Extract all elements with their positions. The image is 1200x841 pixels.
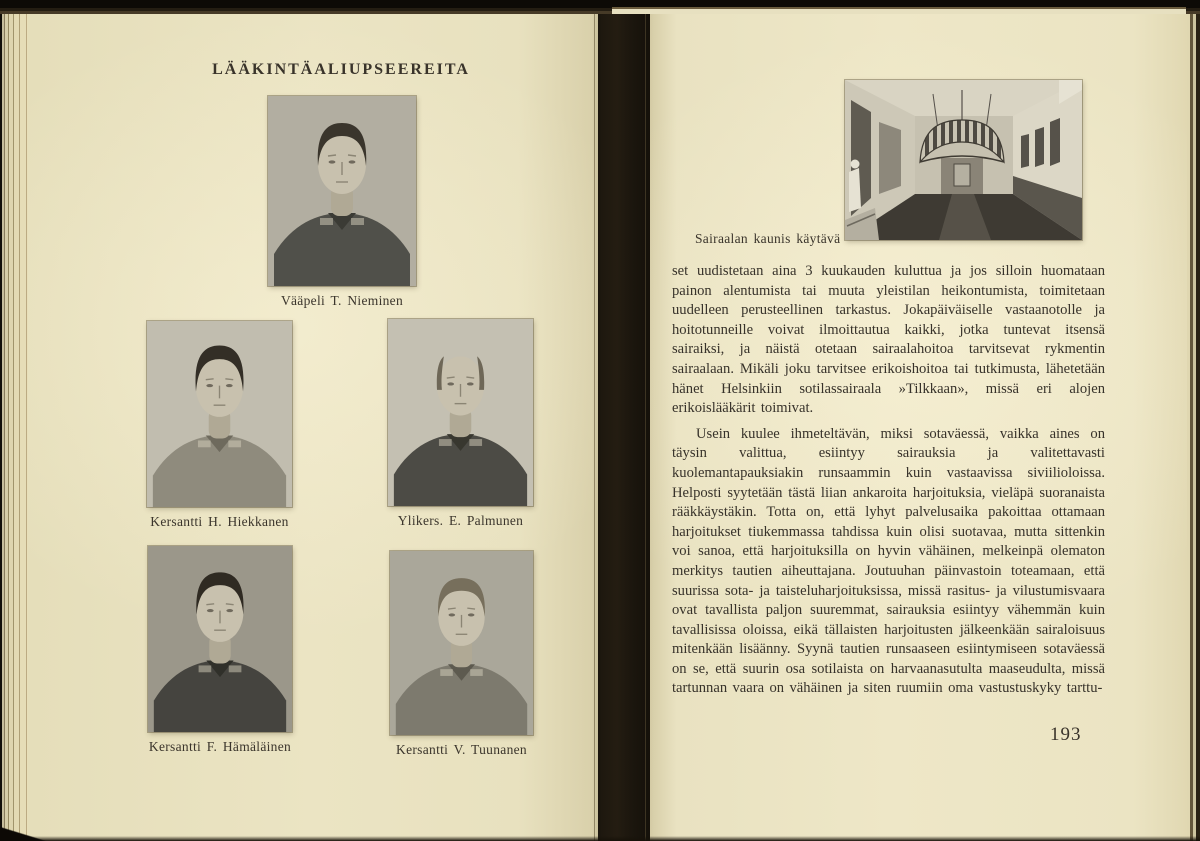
portrait-caption: Kersantti H. Hiekkanen	[150, 514, 289, 529]
bottom-left-corner-shadow	[0, 825, 52, 841]
book-bottom-edge	[0, 836, 1200, 841]
book-gutter	[592, 10, 654, 841]
portrait-caption: Kersantti V. Tuunanen	[396, 742, 527, 757]
hallway-photo	[845, 80, 1082, 240]
portrait-caption: Kersantti F. Hämäläinen	[148, 739, 292, 754]
portrait-photo	[388, 319, 533, 506]
page-stack-left-edge	[0, 12, 30, 841]
page-title: LÄÄKINTÄALIUPSEEREITA	[212, 61, 470, 78]
portrait-photo	[268, 96, 416, 286]
right-page	[650, 8, 1187, 841]
hallway-photo-caption: Sairaalan kaunis käytävä	[695, 231, 841, 246]
portrait-caption: Vääpeli T. Nieminen	[280, 293, 404, 308]
portrait-caption: Ylikers. E. Palmunen	[397, 513, 524, 528]
right-page-top-edge	[612, 7, 1186, 14]
body-text	[672, 262, 1105, 699]
portrait-palmunen	[388, 319, 533, 529]
portrait-photo	[147, 321, 292, 507]
portrait-hiekkanen	[147, 321, 292, 530]
portrait-photo	[390, 551, 533, 735]
portrait-hamalainen	[148, 546, 292, 755]
body-paragraph: Usein kuulee ihmeteltävän, miksi sotaväessä, vaikka aines on täysin valittua, esiintyy sairauksia ja valitettavasti kuolemantapauksiakin runsaammin kuin vastaavissa siviilioloissa. Helposti syytetään tästä liian ankaroita harjoituksia, vieläpä suoranaista rääkkäystäkin. Totta on, että lyhyt palvelusaika pakoittaa ottamaan harjoitukset tiukemmassa tahdissa kuin olisi suotavaa, mutta sittenkin voi sanoa, että harjoituksilla on hyvin vähäinen, melkeinpä olematon merkitys tautien aiheuttajana. Joutuuhan päinvastoin toteamaan, että suurissa sota- ja taisteluharjoituksissa, missä rasitus- ja vilustumisvaara ovat tavallista paljon suuremmat, sairauksia esiintyy vähemmän kuin tavallisissa oloissa, eikä tällaisten harjoitusten jälkeenkään sairaloisuus mitenkään lisäänny. Syynä tautien runsaaseen esiintymiseen sotaväessä on se, että suurin osa sotilaista on harvaanasutulta maaseudulta, missä tartunnan vaara on vähäinen ja siten ruumiin oma vastustuskyky tarttu-	[672, 425, 1105, 697]
portrait-nieminen	[268, 96, 416, 309]
page-number: 193	[1050, 724, 1082, 745]
left-page	[28, 13, 598, 841]
portrait-tuunanen	[390, 551, 533, 758]
body-paragraph: set uudistetaan aina 3 kuukauden kuluttua ja jos silloin huomataan painon alentumista tai muuta yleistilan heikontumista, toimitetaan uudelleen perusteellinen tarkastus. Jokapäiväiselle vastaanotolle ja hoitotunneille voivat ilmoittautua kaikki, jotka tuntevat itsensä sairaiksi, ja näistä otetaan sairaalahoitoa tarvitsevat rykmentin sairaalaan. Mikäli joku tarvitsee erikoishoitoa tai tutkimusta, lähetetään hänet Helsinkiin sotilassairaala »Tilkkaan», missä eri alojen erikoislääkärit toimivat.	[672, 263, 1105, 417]
portrait-photo	[148, 546, 292, 732]
